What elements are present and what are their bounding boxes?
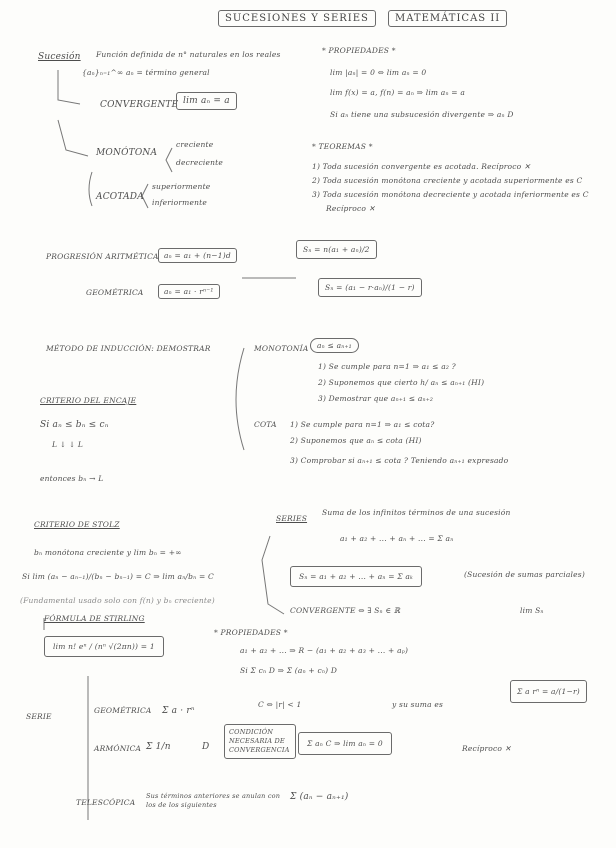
geometrica-value: y su suma es <box>392 700 444 709</box>
sucesion-definition: Función definida de n° naturales en los reales <box>96 50 281 59</box>
telescopica-label: TELESCÓPICA <box>76 798 136 807</box>
sucesion-notation: {aₙ}ₙ₌₁^∞ aₙ = término general <box>82 68 210 77</box>
series-convergente: CONVERGENTE ⇔ ∃ Sₙ ∈ ℝ <box>290 606 401 615</box>
progresion-geometrica-label: GEOMÉTRICA <box>86 288 144 297</box>
propiedades-heading: * PROPIEDADES * <box>322 46 396 55</box>
geometrica-sum: Σ a · rⁿ <box>162 706 195 716</box>
teoremas-heading: * TEOREMAS * <box>312 142 373 151</box>
convergente-label: CONVERGENTE <box>100 100 179 110</box>
geometrica-formula-box: Σ a rⁿ = a/(1−r) <box>510 680 587 703</box>
condicion-necesaria-box: CONDICIÓN NECESARIA DE CONVERGENCIA <box>224 724 296 759</box>
propiedad-item: Si aₙ tiene una subsucesión divergente ⇒ aₙ D <box>330 110 514 119</box>
propiedad-item: lim |aₙ| = 0 ⇔ lim aₙ = 0 <box>330 68 427 77</box>
partial-sum-note: (Sucesión de sumas parciales) <box>464 570 585 579</box>
page-title: SUCESIONES Y SERIES <box>218 10 376 27</box>
encaje-heading: CRITERIO DEL ENCAJE <box>40 396 137 405</box>
encaje-conclusion: entonces bₙ → L <box>40 474 104 483</box>
convergente-limit-box: lim aₙ = a <box>176 92 237 110</box>
acotada-label: ACOTADA <box>96 192 144 202</box>
propiedad-2-item: Si Σ cₙ D ⇒ Σ (aₙ + cₙ) D <box>240 666 338 675</box>
stolz-condition: bₙ monótona creciente y lim bₙ = +∞ <box>34 548 182 557</box>
stirling-heading: FÓRMULA DE STIRLING <box>44 614 145 623</box>
geometrica-label: GEOMÉTRICA <box>94 706 152 715</box>
teorema-item: Recíproco ✕ <box>326 204 376 213</box>
monotonia-step: 3) Demostrar que aₙ₊₁ ≤ aₙ₊₂ <box>318 394 434 403</box>
monotonia-step: 2) Suponemos que cierto h/ aₙ ≤ aₙ₊₁ (HI) <box>318 378 485 387</box>
telescopica-sum: Σ (aₙ − aₙ₊₁) <box>290 792 349 802</box>
condicion-formula-box: Σ aₙ C ⇒ lim aₙ = 0 <box>298 732 392 755</box>
geometrica-sum-box: Sₙ = (a₁ − r·aₙ)/(1 − r) <box>318 278 422 297</box>
partial-sum-box: Sₙ = a₁ + a₂ + ... + aₙ = Σ aₖ <box>290 566 422 587</box>
geometrica-cond: C ⇔ |r| < 1 <box>258 700 302 709</box>
series-heading: SERIES <box>276 514 308 523</box>
aritmetica-term-box: aₙ = a₁ + (n−1)d <box>158 248 237 263</box>
cota-label: COTA <box>254 420 277 429</box>
telescopica-desc: Sus términos anteriores se anulan con los de los siguientes <box>146 792 281 809</box>
series-definition: Suma de los infinitos términos de una sucesión <box>322 508 511 517</box>
armonica-label: ARMÓNICA <box>94 744 142 753</box>
monotonia-step: 1) Se cumple para n=1 ⇒ a₁ ≤ a₂ ? <box>318 362 456 371</box>
monotona-label: MONÓTONA <box>96 148 158 158</box>
monotona-decreciente: decreciente <box>176 158 223 167</box>
encaje-inequality: Si aₙ ≤ bₙ ≤ cₙ <box>40 420 109 430</box>
propiedades-2-heading: * PROPIEDADES * <box>214 628 288 637</box>
monotonia-target: aₙ ≤ aₙ₊₁ <box>310 338 359 353</box>
teorema-item: 2) Toda sucesión monótona creciente y acotada superiormente es C <box>312 176 583 185</box>
serie-label: SERIE <box>26 712 52 721</box>
series-convergente-note: lim Sₙ <box>520 606 544 615</box>
armonica-result: D <box>202 742 210 752</box>
cota-step: 3) Comprobar si aₙ₊₁ ≤ cota ? Teniendo aₙ₊₁ expresado <box>290 456 509 465</box>
cota-step: 1) Se cumple para n=1 ⇒ a₁ ≤ cota? <box>290 420 435 429</box>
propiedad-item: lim f(x) = a, f(n) = aₙ ⇒ lim aₙ = a <box>330 88 466 97</box>
cota-step: 2) Suponemos que aₙ ≤ cota (HI) <box>290 436 422 445</box>
teorema-item: 1) Toda sucesión convergente es acotada. Recíproco ✕ <box>312 162 531 171</box>
teorema-item: 3) Toda sucesión monótona decreciente y acotada inferiormente es C <box>312 190 589 199</box>
acotada-inferiormente: inferiormente <box>152 198 207 207</box>
progresion-aritmetica-label: PROGRESIÓN ARITMÉTICA <box>46 252 159 261</box>
monotonia-label: MONOTONÍA <box>254 344 309 353</box>
monotona-creciente: creciente <box>176 140 214 149</box>
propiedad-2-item: a₁ + a₂ + ... ⇒ R − (a₁ + a₂ + a₃ + ... + aₚ) <box>240 646 409 655</box>
stolz-note: (Fundamental usado solo con f(n) y bₙ creciente) <box>20 596 215 605</box>
encaje-limits: L ↓ ↓ L <box>52 440 84 449</box>
stirling-formula-box: lim n! eⁿ / (nⁿ √(2πn)) = 1 <box>44 636 164 657</box>
sucesion-heading: Sucesión <box>38 52 81 62</box>
geometrica-term-box: aₙ = a₁ · rⁿ⁻¹ <box>158 284 220 299</box>
aritmetica-sum-box: Sₙ = n(a₁ + aₙ)/2 <box>296 240 377 259</box>
stolz-formula: Si lim (aₙ − aₙ₋₁)/(bₙ − bₙ₋₁) = C ⇒ lim aₙ/bₙ = C <box>22 572 214 581</box>
subject-title: MATEMÁTICAS II <box>388 10 507 27</box>
stolz-heading: CRITERIO DE STOLZ <box>34 520 120 529</box>
condicion-note: Recíproco ✕ <box>462 744 512 753</box>
acotada-superiormente: superiormente <box>152 182 211 191</box>
induccion-heading: MÉTODO DE INDUCCIÓN: DEMOSTRAR <box>46 344 211 353</box>
series-expansion: a₁ + a₂ + ... + aₙ + ... = Σ aₙ <box>340 534 454 543</box>
armonica-sum: Σ 1/n <box>146 742 171 752</box>
